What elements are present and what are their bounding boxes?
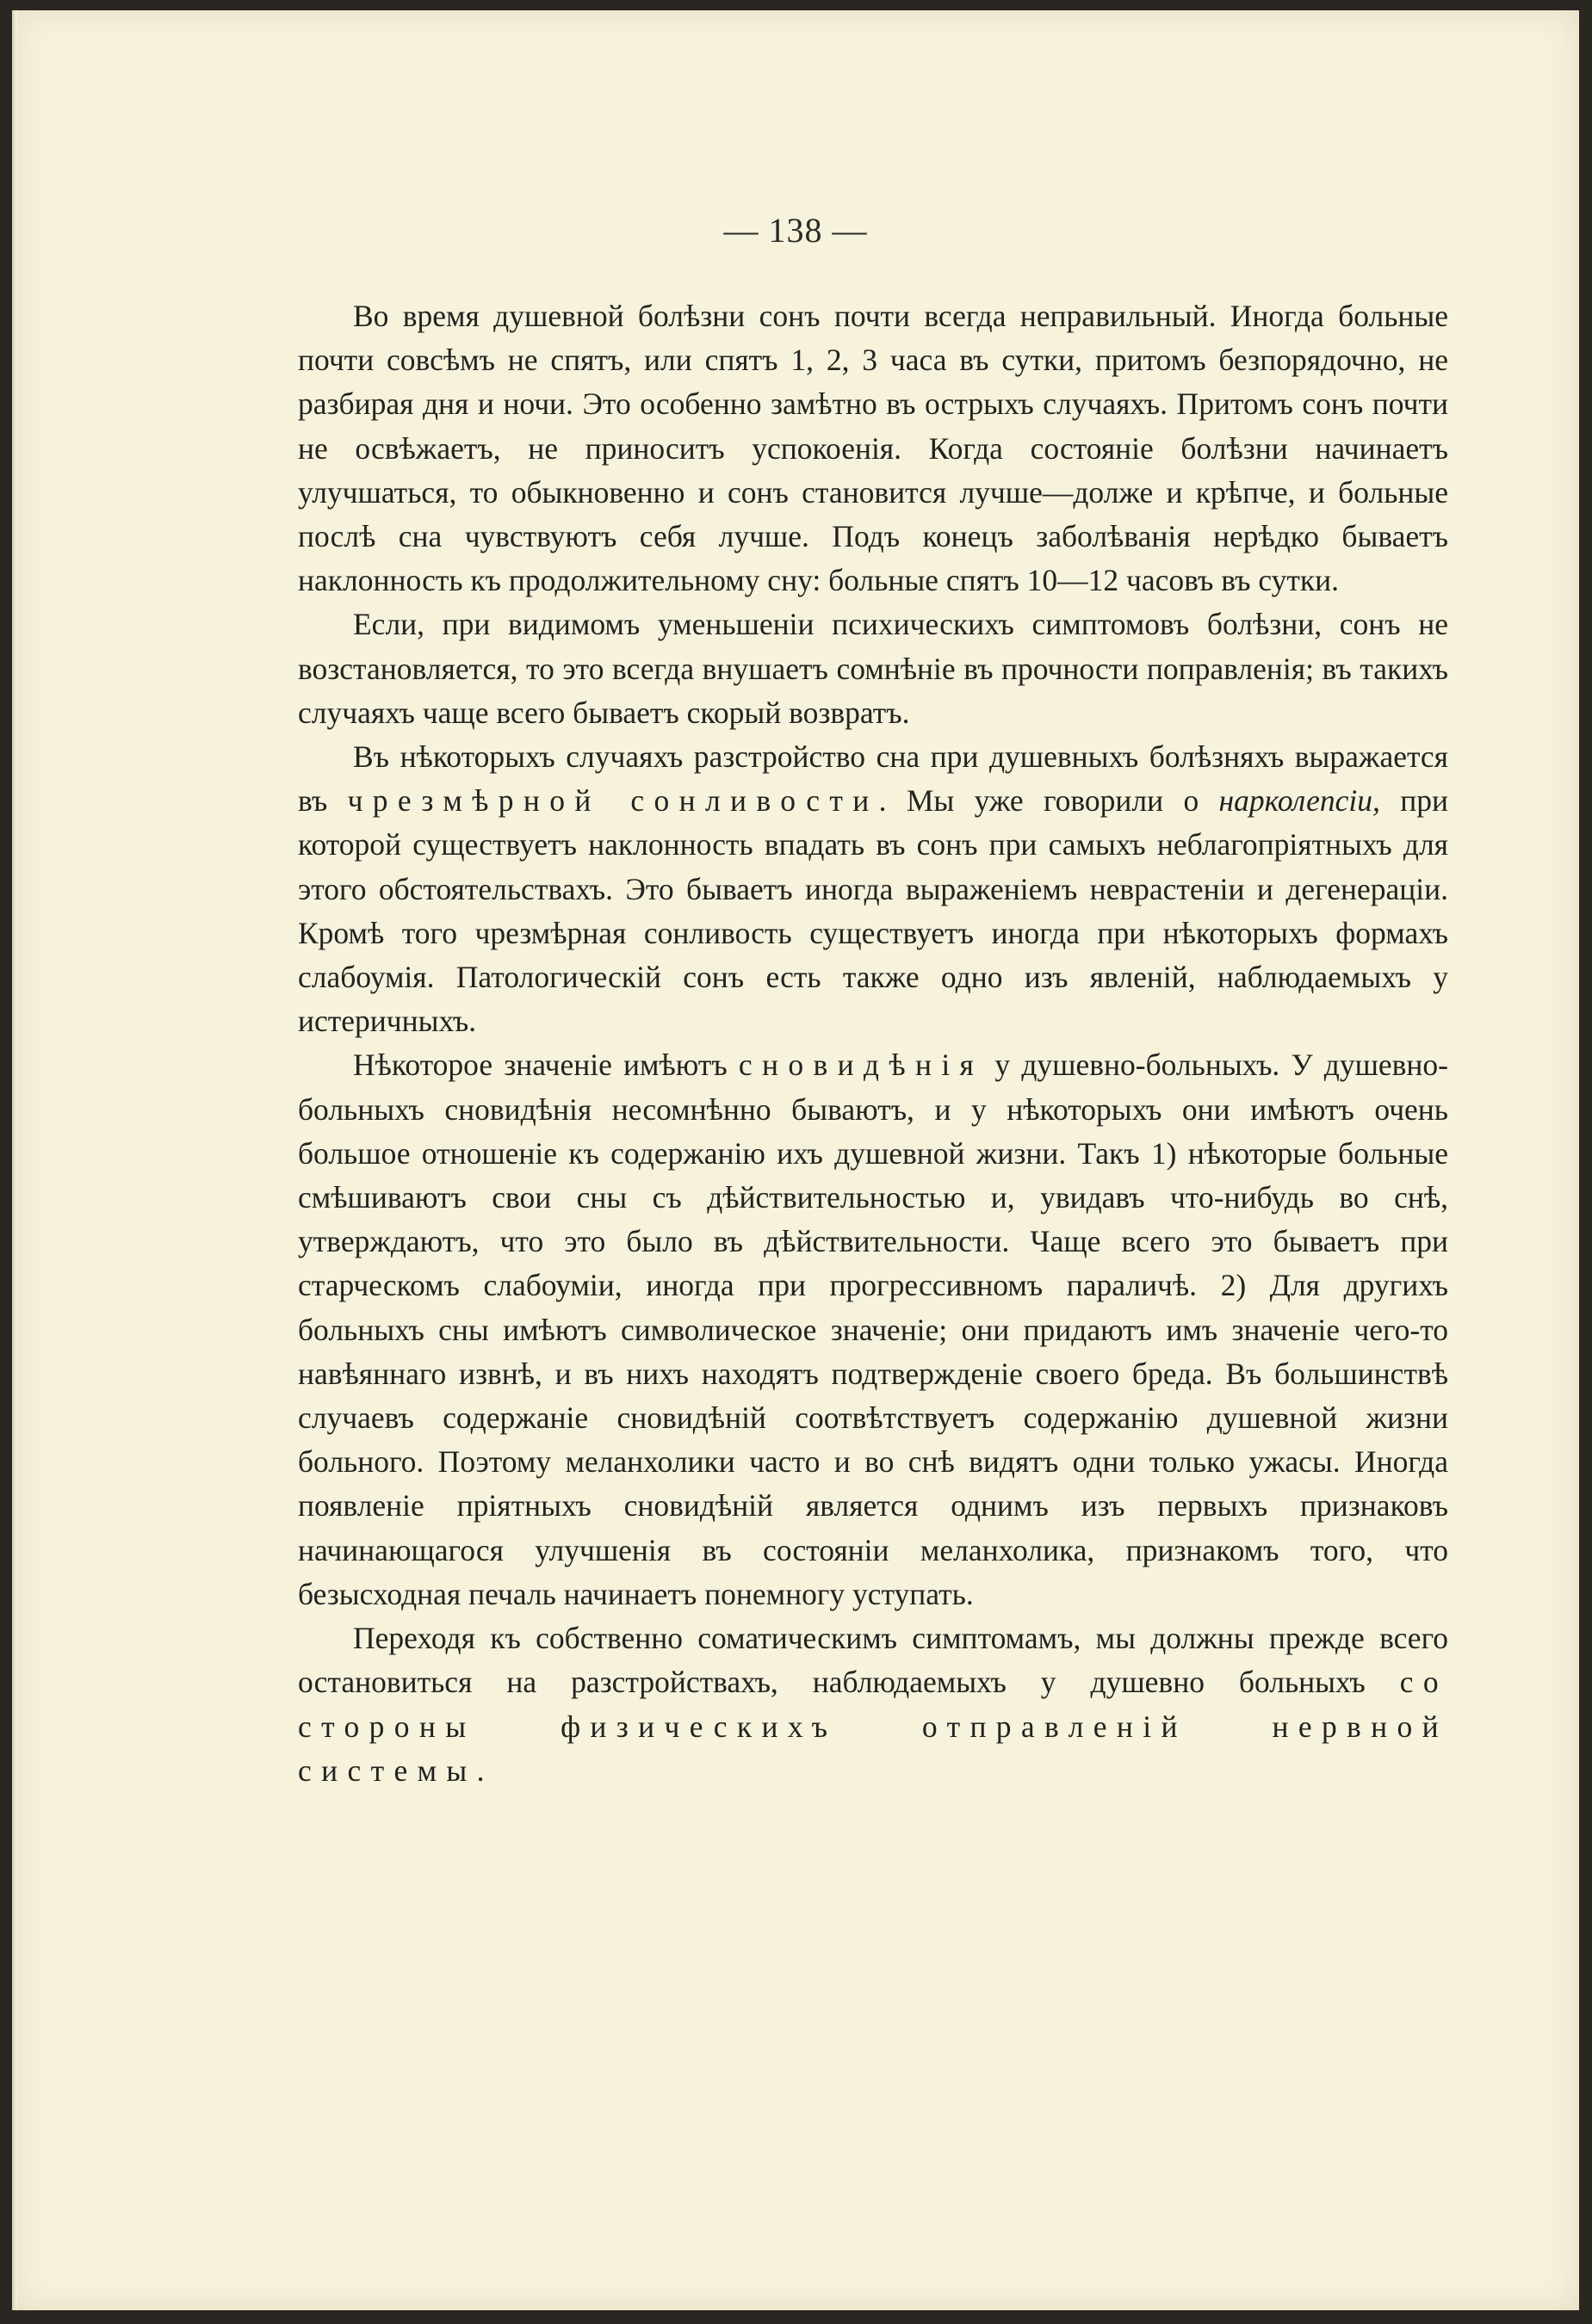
paragraph-text: . [476,1752,485,1788]
paragraph-text: Переходя къ собственно соматическимъ симптомамъ, мы должны прежде всего остановиться на разстройствахъ, наблюдаемыхъ у душевно больныхъ [298,1621,1448,1700]
emphasis-spaced: сновидѣнія [738,1048,984,1083]
page-number: — 138 — [723,211,868,250]
book-page [12,10,1579,2310]
paragraph-text: . Мы уже говорили о [878,783,1219,819]
paragraph-text: у душевно-больныхъ. У душевно-больныхъ сновидѣнія несомнѣнно бываютъ, и у нѣкоторыхъ они имѣютъ очень большое отношеніе къ содержанію ихъ душевной жизни. Такъ 1) нѣкоторые больные смѣшиваютъ свои сны съ дѣйствительностью и, увидавъ что-нибудь во снѣ, утверждаютъ, что это было въ дѣйствительности. Чаще всего это бываетъ при старческомъ слабоуміи, иногда при прогрессивномъ параличѣ. 2) Для другихъ больныхъ сны имѣютъ символическое значеніе; они придаютъ имъ значеніе чего-то навѣяннаго извнѣ, и въ нихъ находятъ подтвержденіе своего бреда. Въ большинствѣ случаевъ содержаніе сновидѣній соотвѣтствуетъ содержанію душевной жизни больного. Поэтому меланхолики часто и во снѣ видятъ одни только ужасы. Иногда появленіе пріятныхъ сновидѣній является однимъ изъ первыхъ признаковъ начинающагося улучшенія въ состояніи меланхолика, признакомъ того, что безысходная печаль начинаетъ понемногу уступать. [298,1048,1448,1611]
paragraph-text: Въ нѣкоторыхъ случаяхъ разстройство сна при душевныхъ болѣзняхъ выражается въ [298,739,1448,819]
body-text [298,294,1448,1793]
paragraph-somnolence [298,735,1448,1043]
paragraph-text: при которой существуетъ наклонность впадать въ сонъ при самыхъ неблагопріятныхъ для этого обстоятельствахъ. Это бываетъ иногда выраженіемъ неврастеніи и дегенераціи. Кромѣ того чрезмѣрная сонливость существуетъ иногда при нѣкоторыхъ формахъ слабоумія. Патологическій сонъ есть также одно изъ явленій, наблюдаемыхъ у истеричныхъ. [298,783,1448,1039]
paragraph-dreams [298,1043,1448,1616]
emphasis-spaced: чрезмѣрной сонливости [347,783,879,819]
paragraph-recovery: Если, при видимомъ уменьшеніи психическихъ симптомовъ болѣзни, сонъ не возстановляется, то это всегда внушаетъ сомнѣніе въ прочности поправленія; въ такихъ случаяхъ чаще всего бываетъ скорый возвратъ. [298,607,1448,730]
paragraph-text: Нѣкоторое значеніе имѣютъ [353,1048,739,1083]
paragraph-somatic [298,1616,1448,1793]
paragraph-sleep-disorder: Во время душевной болѣзни сонъ почти всегда неправильный. Иногда больные почти совсѣмъ не спятъ, или спятъ 1, 2, 3 часа въ сутки, притомъ безпорядочно, не разбирая дня и ночи. Это особенно замѣтно въ острыхъ случаяхъ. Притомъ сонъ почти не освѣжаетъ, не приноситъ успокоенія. Когда состояніе болѣзни начинаетъ улучшаться, то обыкновенно и сонъ становится лучше—долже и крѣпче, и больные послѣ сна чувствуютъ себя лучше. Подъ конецъ заболѣванія нерѣдко бываетъ наклонность къ продолжительному сну: больные спятъ 10—12 часовъ въ сутки. [298,299,1448,598]
page-edge [12,10,17,2310]
emphasis-italic: нарколепсіи, [1218,783,1380,819]
emphasis-spaced: со стороны физическихъ отправленій нервной системы [298,1665,1448,1788]
